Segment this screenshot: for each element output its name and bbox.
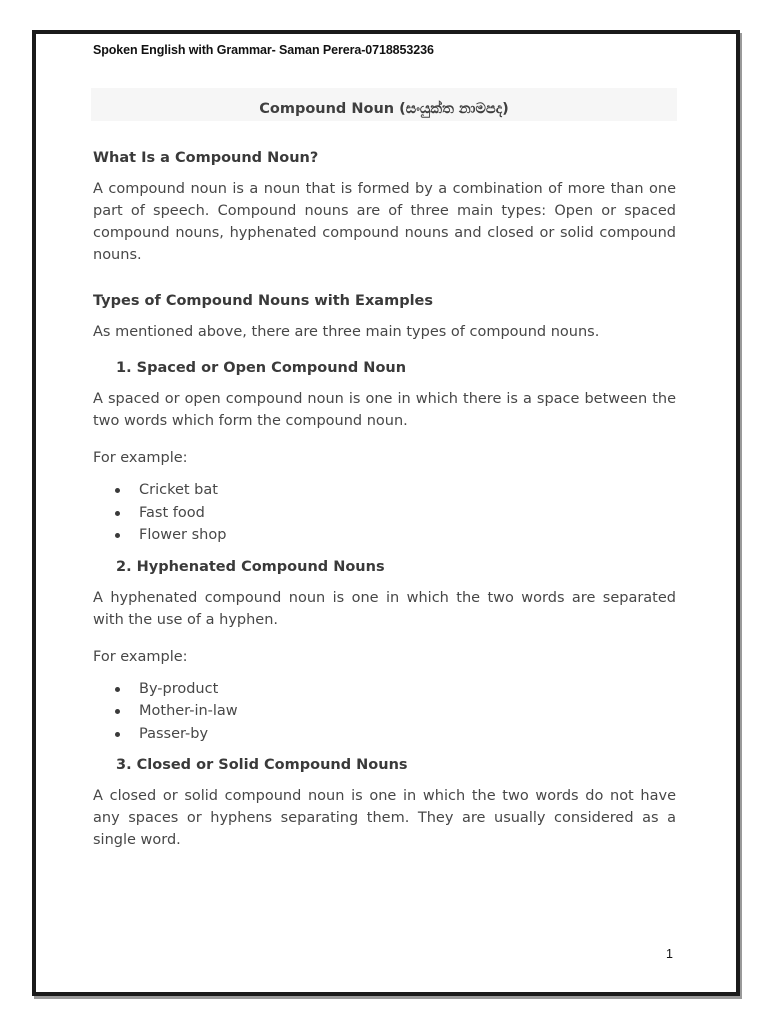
page-number: 1 [666, 947, 673, 961]
paragraph-hyphenated: A hyphenated compound noun is one in which the two words are separated with the use of a hyphen. [93, 589, 676, 628]
paragraph-what-is: A compound noun is a noun that is formed by a combination of more than one part of speech. Compound nouns are of three main types: Open or spaced compound nouns, hyphenated compound nouns and closed or solid compound nouns. [93, 181, 676, 263]
heading-spaced: 1. Spaced or Open Compound Noun [116, 360, 407, 376]
list-item-text: Flower shop [139, 527, 227, 543]
paragraph-spaced: A spaced or open compound noun is one in which there is a space between the two words which form the compound noun. [93, 391, 676, 429]
bullet-icon [115, 732, 120, 737]
list-item-text: By-product [139, 680, 219, 697]
list-item [93, 502, 676, 525]
document-body [93, 148, 676, 851]
list-item [93, 678, 676, 701]
title-band [91, 88, 677, 121]
example-list-spaced [93, 479, 676, 547]
heading-hyphenated: 2. Hyphenated Compound Nouns [116, 558, 385, 575]
list-item-text: Passer-by [139, 725, 209, 742]
example-label-spaced: For example: [93, 450, 188, 466]
list-item-text: Mother-in-law [139, 703, 238, 719]
bullet-icon [115, 709, 120, 714]
bullet-icon [115, 511, 120, 516]
list-item [93, 723, 676, 746]
heading-what-is: What Is a Compound Noun? [93, 150, 319, 166]
paragraph-closed: A closed or solid compound noun is one in which the two words do not have any spaces or hyphens separating them. They are usually considered as a single word. [93, 788, 676, 848]
heading-closed: 3. Closed or Solid Compound Nouns [116, 757, 408, 773]
list-item-text: Cricket bat [139, 482, 218, 498]
document-header: Spoken English with Grammar- Saman Perera-0718853236 [93, 43, 434, 57]
list-item-text: Fast food [139, 504, 205, 521]
list-item [93, 479, 676, 502]
bullet-icon [115, 488, 120, 493]
bullet-icon [115, 533, 120, 538]
heading-types: Types of Compound Nouns with Examples [93, 293, 434, 309]
paragraph-types: As mentioned above, there are three main types of compound nouns. [93, 324, 600, 340]
example-label-hyphenated: For example: [93, 648, 188, 665]
list-item [93, 524, 676, 547]
bullet-icon [115, 687, 120, 692]
list-item [93, 700, 676, 723]
page-title: Compound Noun (සංයුක්ත නාමපද) [259, 101, 509, 117]
example-list-hyphenated [93, 678, 676, 746]
